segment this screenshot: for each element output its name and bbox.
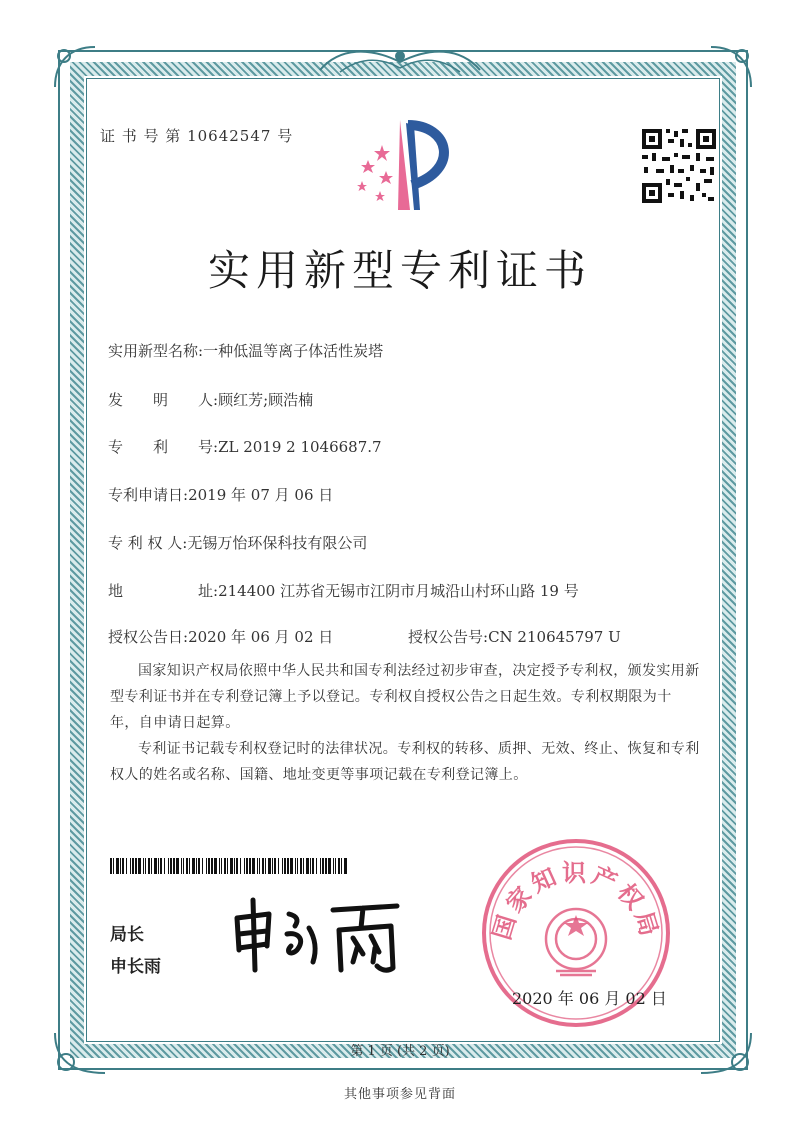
director-name: 申长雨: [110, 957, 161, 977]
field-label: 授权公告日:: [108, 628, 189, 646]
qr-code: [640, 127, 718, 205]
field-label: 专 利 号:: [108, 438, 219, 456]
field-label: 专 利 权 人:: [108, 534, 188, 552]
field-address: [108, 580, 579, 601]
field-utility-model-name: [108, 340, 383, 361]
field-value: ZL 2019 2 1046687.7: [218, 438, 382, 456]
page-number: 第 1 页 (共 2 页): [350, 1044, 450, 1059]
field-inventor: [108, 389, 313, 410]
field-label: 专利申请日:: [108, 486, 189, 504]
field-value: 无锡万怡环保科技有限公司: [187, 534, 368, 552]
field-value: 一种低温等离子体活性炭塔: [203, 342, 384, 360]
certificate-title: 实用新型专利证书: [207, 246, 592, 295]
top-ornament: [310, 42, 490, 82]
corner-ornament-tr: [706, 42, 756, 92]
field-patent-number: [108, 436, 382, 457]
field-patentee: [108, 532, 367, 553]
field-value: 2020 年 06 月 02 日: [188, 628, 334, 646]
field-label: 发 明 人:: [108, 391, 219, 409]
field-label: 实用新型名称:: [108, 342, 204, 360]
field-filing-date: [108, 484, 333, 505]
seal-date: 2020 年 06 月 02 日: [512, 989, 667, 1008]
director-title: 局长: [110, 925, 144, 945]
cnipa-logo-icon: [340, 115, 470, 215]
certificate-number: 证 书 号 第 10642547 号: [100, 127, 294, 145]
statement-paragraph-1: 国家知识产权局依照中华人民共和国专利法经过初步审查，决定授予专利权，颁发实用新型专利证书并在专利登记簿上予以登记。专利权自授权公告之日起生效。专利权期限为十年，自申请日起算。: [110, 663, 700, 731]
field-label: 授权公告号:: [408, 628, 489, 646]
field-value: 2019 年 07 月 06 日: [188, 486, 334, 504]
field-value: 214400 江苏省无锡市江阴市月城沿山村环山路 19 号: [218, 582, 579, 600]
barcode: [110, 858, 350, 874]
field-label: 地 址:: [108, 582, 219, 600]
field-value: CN 210645797 U: [488, 628, 621, 646]
corner-ornament-tl: [50, 42, 100, 92]
field-grant-date: [108, 626, 333, 647]
statement-paragraph-2: 专利证书记载专利权登记时的法律状况。专利权的转移、质押、无效、终止、恢复和专利权人的姓名或名称、国籍、地址变更等事项记载在专利登记簿上。: [110, 741, 700, 783]
field-value: 顾红芳;顾浩楠: [218, 391, 314, 409]
field-grant-number: [408, 626, 621, 647]
seal-text: 国家知识产权局: [487, 859, 665, 943]
director-signature: [225, 888, 415, 978]
footer-note: 其他事项参见背面: [343, 1087, 456, 1102]
